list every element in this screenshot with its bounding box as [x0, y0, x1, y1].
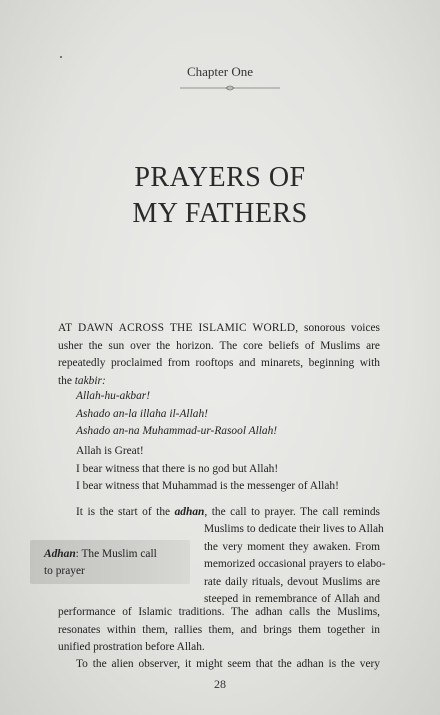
adhan-paragraph-wrapped: Muslims to dedicate their lives to Allah the very moment they awaken. From memorized occasional prayers to elabo- rate daily rituals, devout Muslims are steeped in remembrance of Allah and: [204, 523, 386, 605]
chapter-label: Chapter One: [186, 64, 254, 79]
page-number: 28: [214, 677, 226, 691]
chapter-title-line-1: PRAYERS OF: [134, 162, 306, 193]
english-verse: Allah is Great! I bear witness that there is no god but Allah! I bear witness that Muhammad is the messenger of Allah!: [76, 445, 339, 492]
chapter-title: [0, 160, 440, 232]
next-paragraph-start: To the alien observer, it might seem that the adhan is the very: [76, 658, 380, 670]
adhan-paragraph-continued: performance of Islamic traditions. The adhan calls the Muslims, resonates within them, rallies them, and brings them together in unified prostration before Allah.: [58, 606, 380, 653]
opening-caps: AT DAWN ACROSS THE ISLAMIC WORLD,: [58, 322, 299, 334]
glossary-note: Adhan: The Muslim call to prayer: [44, 548, 157, 577]
chapter-ornament-icon: [180, 84, 280, 92]
adhan-paragraph-first-line: It is the start of the adhan, the call to prayer. The call reminds: [76, 506, 380, 518]
takbir-term: takbir:: [74, 374, 106, 387]
speck: [60, 56, 62, 58]
chapter-title-line-2: MY FATHERS: [132, 198, 308, 229]
opening-paragraph: AT DAWN ACROSS THE ISLAMIC WORLD, sonorous voices usher the sun over the horizon. The core beliefs of Muslims are repeatedly proclaimed from rooftops and minarets, beginning with the takbir:: [58, 322, 380, 387]
adhan-term: adhan: [174, 506, 205, 518]
arabic-verse: Allah-hu-akbar! Ashado an-la illaha il-Allah! Ashado an-na Muhammad-ur-Rasool Allah!: [76, 390, 278, 437]
